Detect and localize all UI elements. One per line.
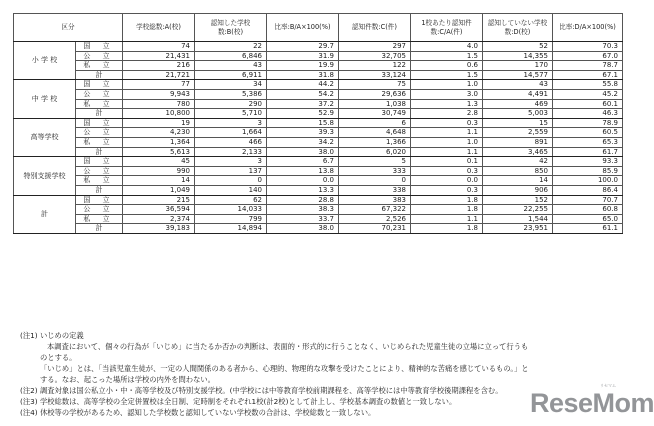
cell-recognized-cases: 1,366 [339,137,411,147]
cell-ratio-da: 78.7 [553,61,623,71]
establishment-type-label: 国 立 [76,195,123,205]
cell-unrecognized-schools: 43 [483,80,553,90]
cell-ratio-da: 67.1 [553,70,623,80]
cell-recognized-schools: 137 [195,166,267,176]
cell-total-schools: 39,183 [123,224,195,234]
establishment-type-label: 計 [76,109,123,119]
establishment-type-label: 国 立 [76,118,123,128]
cell-cases-per-school: 1.3 [411,99,483,109]
cell-ratio-ba: 31.9 [267,51,339,61]
cell-recognized-schools: 3 [195,157,267,167]
establishment-type-label: 公 立 [76,205,123,215]
cell-total-schools: 77 [123,80,195,90]
cell-unrecognized-schools: 14,577 [483,70,553,80]
establishment-type-label: 公 立 [76,89,123,99]
cell-unrecognized-schools: 22,255 [483,205,553,215]
cell-ratio-ba: 0.0 [267,176,339,186]
note-1-line-3: 「いじめ」とは、「当該児童生徒が、一定の人間関係のある者から、心理的、物理的な攻撃を受けたことにより、精神的な苦痛を感じているもの。」と [40,364,529,373]
cell-total-schools: 780 [123,99,195,109]
table-row [14,89,623,99]
table-row [14,166,623,176]
table-row [14,157,623,167]
cell-ratio-ba: 52.9 [267,109,339,119]
cell-unrecognized-schools: 906 [483,185,553,195]
note-1-title: (注1) いじめの定義 [20,331,84,340]
cell-cases-per-school: 0.0 [411,176,483,186]
header-ratio-da: 比率:D/A×100(%) [553,14,623,42]
cell-total-schools: 19 [123,118,195,128]
cell-cases-per-school: 1.8 [411,205,483,215]
establishment-type-label: 私 立 [76,214,123,224]
establishment-type-label: 計 [76,70,123,80]
cell-ratio-da: 46.3 [553,109,623,119]
school-type-label: 中 学 校 [14,80,76,118]
cell-ratio-da: 70.3 [553,42,623,52]
cell-recognized-schools: 1,664 [195,128,267,138]
cell-unrecognized-schools: 3,465 [483,147,553,157]
cell-recognized-schools: 43 [195,61,267,71]
table-row [14,195,623,205]
cell-ratio-da: 93.3 [553,157,623,167]
table-row [14,109,623,119]
header-cases-per-school: 1校あたり認知件数:C/A(件) [411,14,483,42]
cell-ratio-ba: 29.7 [267,42,339,52]
resemom-watermark-logo: ReseMom [530,388,654,418]
cell-recognized-cases: 338 [339,185,411,195]
cell-recognized-cases: 75 [339,80,411,90]
cell-unrecognized-schools: 469 [483,99,553,109]
header-recognized-schools: 認知した学校数:B(校) [195,14,267,42]
cell-total-schools: 74 [123,42,195,52]
cell-ratio-ba: 39.3 [267,128,339,138]
cell-unrecognized-schools: 2,559 [483,128,553,138]
cell-recognized-cases: 6,020 [339,147,411,157]
establishment-type-label: 私 立 [76,137,123,147]
cell-total-schools: 10,800 [123,109,195,119]
cell-ratio-ba: 38.3 [267,205,339,215]
establishment-type-label: 計 [76,224,123,234]
note-2: (注2) 調査対象は国公私立小・中・高等学校及び特別支援学校。(中学校には中等教育学校前期課程を、高等学校には中等教育学校後期課程を含む。 [20,386,503,395]
cell-total-schools: 216 [123,61,195,71]
header-unrecognized-schools: 認知していない学校数:D(校) [483,14,553,42]
cell-cases-per-school: 1.1 [411,147,483,157]
cell-ratio-da: 67.0 [553,51,623,61]
cell-recognized-cases: 383 [339,195,411,205]
cell-recognized-schools: 34 [195,80,267,90]
cell-total-schools: 4,230 [123,128,195,138]
school-type-label: 小 学 校 [14,42,76,80]
note-4: (注4) 休校等の学校があるため、認知した学校数と認知していない学校数の合計は、学校総数と一致しない。 [20,408,376,417]
cell-recognized-schools: 6,846 [195,51,267,61]
cell-recognized-schools: 140 [195,185,267,195]
cell-cases-per-school: 0.6 [411,61,483,71]
header-recognized-cases: 認知件数:C(件) [339,14,411,42]
cell-recognized-schools: 466 [195,137,267,147]
cell-ratio-da: 60.5 [553,128,623,138]
cell-unrecognized-schools: 14 [483,176,553,186]
cell-ratio-ba: 33.7 [267,214,339,224]
cell-recognized-schools: 14,894 [195,224,267,234]
header-total-schools: 学校総数:A(校) [123,14,195,42]
table-row [14,61,623,71]
cell-ratio-ba: 19.9 [267,61,339,71]
cell-ratio-da: 78.9 [553,118,623,128]
cell-cases-per-school: 3.0 [411,89,483,99]
cell-recognized-schools: 62 [195,195,267,205]
resemom-watermark-kana: リセマム [600,383,616,388]
table-body [14,42,623,234]
cell-recognized-cases: 5 [339,157,411,167]
header-ratio-ba: 比率:B/A×100(%) [267,14,339,42]
note-3: (注3) 学校総数は、高等学校の全定併置校は全日制、定時制をそれぞれ1校(計2校)として計上し、学校基本調査の数値と一致しない。 [20,397,457,406]
table-row [14,42,623,52]
note-1-line-2: のとする。 [40,353,77,362]
cell-recognized-schools: 0 [195,176,267,186]
table-row [14,70,623,80]
table-row [14,147,623,157]
cell-total-schools: 215 [123,195,195,205]
cell-total-schools: 1,364 [123,137,195,147]
cell-cases-per-school: 1.5 [411,51,483,61]
bullying-statistics-table [13,13,623,234]
cell-cases-per-school: 1.1 [411,128,483,138]
cell-recognized-schools: 2,133 [195,147,267,157]
cell-recognized-cases: 2,526 [339,214,411,224]
table-row [14,176,623,186]
table-row [14,224,623,234]
cell-unrecognized-schools: 152 [483,195,553,205]
cell-total-schools: 36,594 [123,205,195,215]
cell-unrecognized-schools: 4,491 [483,89,553,99]
cell-recognized-schools: 3 [195,118,267,128]
cell-total-schools: 1,049 [123,185,195,195]
cell-recognized-cases: 333 [339,166,411,176]
cell-recognized-schools: 5,710 [195,109,267,119]
cell-cases-per-school: 2.8 [411,109,483,119]
note-1-line-4: する。なお、起こった場所は学校の内外を問わない。 [40,375,215,384]
cell-total-schools: 990 [123,166,195,176]
cell-ratio-ba: 13.8 [267,166,339,176]
establishment-type-label: 計 [76,147,123,157]
cell-ratio-da: 55.8 [553,80,623,90]
cell-ratio-ba: 34.2 [267,137,339,147]
cell-cases-per-school: 0.3 [411,185,483,195]
cell-ratio-da: 45.2 [553,89,623,99]
school-type-label: 計 [14,195,76,233]
cell-unrecognized-schools: 42 [483,157,553,167]
cell-ratio-da: 60.1 [553,99,623,109]
cell-cases-per-school: 1.1 [411,214,483,224]
cell-unrecognized-schools: 5,003 [483,109,553,119]
establishment-type-label: 計 [76,185,123,195]
cell-recognized-cases: 6 [339,118,411,128]
cell-recognized-schools: 290 [195,99,267,109]
cell-recognized-cases: 4,648 [339,128,411,138]
cell-recognized-schools: 22 [195,42,267,52]
cell-cases-per-school: 1.8 [411,224,483,234]
establishment-type-label: 私 立 [76,99,123,109]
cell-ratio-da: 100.0 [553,176,623,186]
table-row [14,99,623,109]
cell-total-schools: 9,943 [123,89,195,99]
cell-unrecognized-schools: 52 [483,42,553,52]
cell-unrecognized-schools: 15 [483,118,553,128]
cell-recognized-schools: 799 [195,214,267,224]
cell-cases-per-school: 0.3 [411,166,483,176]
cell-ratio-da: 61.1 [553,224,623,234]
establishment-type-label: 公 立 [76,128,123,138]
cell-ratio-ba: 13.3 [267,185,339,195]
cell-cases-per-school: 1.0 [411,137,483,147]
establishment-type-label: 公 立 [76,51,123,61]
cell-recognized-cases: 0 [339,176,411,186]
cell-ratio-ba: 54.2 [267,89,339,99]
cell-ratio-da: 65.3 [553,137,623,147]
cell-ratio-ba: 15.8 [267,118,339,128]
cell-total-schools: 21,721 [123,70,195,80]
cell-unrecognized-schools: 891 [483,137,553,147]
cell-recognized-cases: 122 [339,61,411,71]
cell-unrecognized-schools: 1,544 [483,214,553,224]
cell-total-schools: 2,374 [123,214,195,224]
cell-ratio-ba: 38.0 [267,224,339,234]
cell-cases-per-school: 1.8 [411,195,483,205]
cell-ratio-da: 86.4 [553,185,623,195]
cell-recognized-cases: 297 [339,42,411,52]
cell-ratio-da: 60.8 [553,205,623,215]
cell-unrecognized-schools: 14,355 [483,51,553,61]
header-category: 区分 [14,14,123,42]
cell-unrecognized-schools: 850 [483,166,553,176]
cell-cases-per-school: 1.0 [411,80,483,90]
table-row [14,128,623,138]
table-row [14,118,623,128]
establishment-type-label: 私 立 [76,176,123,186]
cell-ratio-da: 65.0 [553,214,623,224]
cell-total-schools: 21,431 [123,51,195,61]
establishment-type-label: 国 立 [76,157,123,167]
cell-recognized-cases: 32,705 [339,51,411,61]
table-row [14,51,623,61]
establishment-type-label: 国 立 [76,80,123,90]
cell-total-schools: 5,613 [123,147,195,157]
cell-recognized-cases: 33,124 [339,70,411,80]
cell-total-schools: 45 [123,157,195,167]
cell-cases-per-school: 1.5 [411,70,483,80]
cell-recognized-schools: 5,386 [195,89,267,99]
table-row [14,80,623,90]
cell-total-schools: 14 [123,176,195,186]
cell-ratio-ba: 6.7 [267,157,339,167]
cell-ratio-ba: 44.2 [267,80,339,90]
establishment-type-label: 私 立 [76,61,123,71]
table-row [14,214,623,224]
establishment-type-label: 国 立 [76,42,123,52]
cell-recognized-cases: 1,038 [339,99,411,109]
cell-recognized-schools: 6,911 [195,70,267,80]
note-1-line-1: 本調査において、個々の行為が「いじめ」に当たるか否かの判断は、表面的・形式的に行うことなく、いじめられた児童生徒の立場に立って行うも [47,342,529,351]
cell-recognized-cases: 29,636 [339,89,411,99]
cell-ratio-da: 70.7 [553,195,623,205]
table-row [14,205,623,215]
cell-ratio-ba: 37.2 [267,99,339,109]
cell-recognized-cases: 30,749 [339,109,411,119]
cell-ratio-ba: 31.8 [267,70,339,80]
cell-unrecognized-schools: 170 [483,61,553,71]
cell-recognized-schools: 14,033 [195,205,267,215]
cell-ratio-ba: 28.8 [267,195,339,205]
cell-cases-per-school: 4.0 [411,42,483,52]
cell-ratio-da: 61.7 [553,147,623,157]
establishment-type-label: 公 立 [76,166,123,176]
cell-unrecognized-schools: 23,951 [483,224,553,234]
cell-cases-per-school: 0.3 [411,118,483,128]
cell-cases-per-school: 0.1 [411,157,483,167]
school-type-label: 高等学校 [14,118,76,156]
cell-recognized-cases: 67,322 [339,205,411,215]
table-row [14,185,623,195]
school-type-label: 特別支援学校 [14,157,76,195]
cell-ratio-ba: 38.0 [267,147,339,157]
cell-recognized-cases: 70,231 [339,224,411,234]
header-row [14,14,623,42]
table-row [14,137,623,147]
cell-ratio-da: 85.9 [553,166,623,176]
